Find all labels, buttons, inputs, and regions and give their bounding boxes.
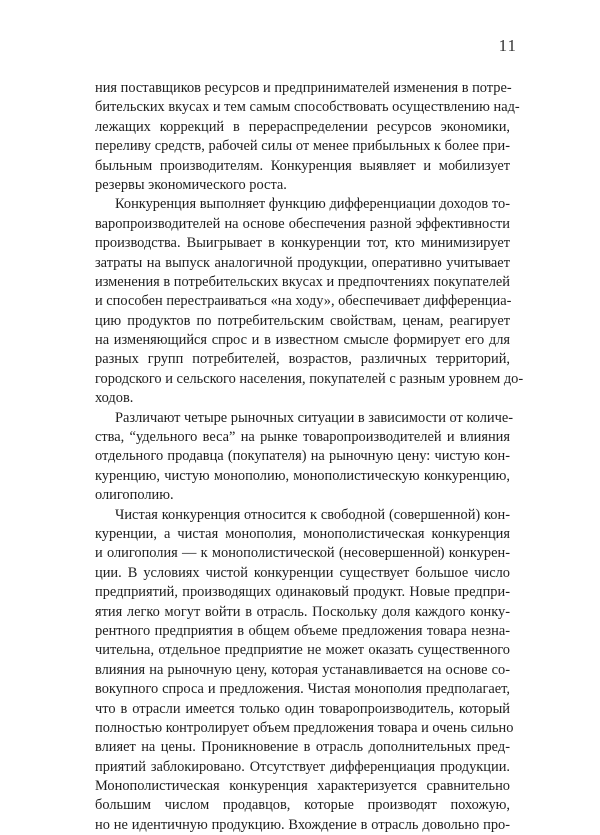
text-line: лежащих коррекций в перераспределении ресурсов экономики, (95, 118, 510, 135)
text-line: и олигополия — к монополистической (несовершенной) конкурен- (95, 545, 510, 562)
text-line: на изменяющийся спрос и в известном смысле формирует его для (95, 332, 510, 349)
text-line: изменения в потребительских вкусах и предпочтениях покупателей (95, 273, 510, 290)
text-line: олигополию. (95, 487, 174, 504)
text-line: чительна, отдельное предприятие не может оказать существенного (95, 642, 510, 659)
text-line: и способен перестраиваться «на ходу», обеспечивает дифференциа- (95, 293, 512, 310)
text-line: цию продуктов по потребительским свойствам, ценам, реагирует (95, 312, 510, 329)
text-line: резервы экономического роста. (95, 176, 287, 193)
text-line: производства. Выигрывает в конкуренции тот, кто минимизирует (95, 235, 510, 252)
text-line: приятий заблокировано. Отсутствует дифференциация продукции. (95, 758, 510, 775)
text-line: Монополистическая конкуренция характеризуется сравнительно (95, 778, 510, 795)
text-line: городского и сельского населения, покупателей с разным уровнем до- (95, 370, 524, 387)
text-line: переливу средств, рабочей силы от менее прибыльных к более при- (95, 138, 510, 155)
text-line: ния поставщиков ресурсов и предпринимателей изменения в потре- (95, 80, 512, 96)
text-line: куренцию, чистую монополию, монополистическую конкуренцию, (95, 467, 510, 484)
text-line: предприятий, производящих одинаковый продукт. Новые предпри- (95, 584, 510, 601)
page-number: 11 (498, 36, 517, 55)
text-line: Конкуренция выполняет функцию дифференциации доходов то- (115, 196, 510, 213)
body-text (95, 79, 524, 835)
text-line: затраты на выпуск аналогичной продукции, оперативно учитывает (95, 254, 510, 271)
text-line: полностью контролирует объем предложения товара и очень сильно (95, 719, 514, 736)
text-line: влияет на цены. Проникновение в отрасль дополнительных пред- (95, 739, 510, 756)
text-line: что в отрасли имеется только один товаропроизводитель, который (95, 700, 510, 717)
text-line: Различают четыре рыночных ситуации в зависимости от количе- (115, 409, 514, 426)
text-line: Чистая конкуренция относится к свободной (совершенной) кон- (115, 506, 510, 523)
text-line: быльным производителям. Конкуренция выявляет и мобилизует (95, 157, 510, 174)
text-line: варопроизводителей на основе обеспечения разной эффективности (95, 215, 510, 232)
text-line: ходов. (95, 390, 134, 407)
text-line: но не идентичную продукцию. Вхождение в отрасль довольно про- (95, 816, 510, 833)
text-line: отдельного продавца (покупателя) на рыночную цену: чистую кон- (95, 448, 510, 465)
text-line: большим числом продавцов, которые производят похожую, (95, 797, 510, 814)
text-line: вокупного спроса и предложения. Чистая монополия предполагает, (95, 681, 510, 698)
text-line: ства, “удельного веса” на рынке товаропроизводителей и влияния (95, 429, 510, 446)
text-line: рентного предприятия в общем объеме предложения товара незна- (95, 622, 510, 639)
text-line: бительских вкусах и тем самым способствовать осуществлению над- (95, 99, 520, 116)
text-line: ятия легко могут войти в отрасль. Поскольку доля каждого конку- (95, 603, 510, 620)
text-line: куренции, а чистая монополия, монополистическая конкуренция (95, 525, 510, 542)
text-line: ции. В условиях чистой конкуренции существует большое число (95, 564, 510, 581)
text-line: влияния на рыночную цену, которая устанавливается на основе со- (95, 661, 510, 678)
text-line: разных групп потребителей, возрастов, различных территорий, (95, 351, 510, 368)
